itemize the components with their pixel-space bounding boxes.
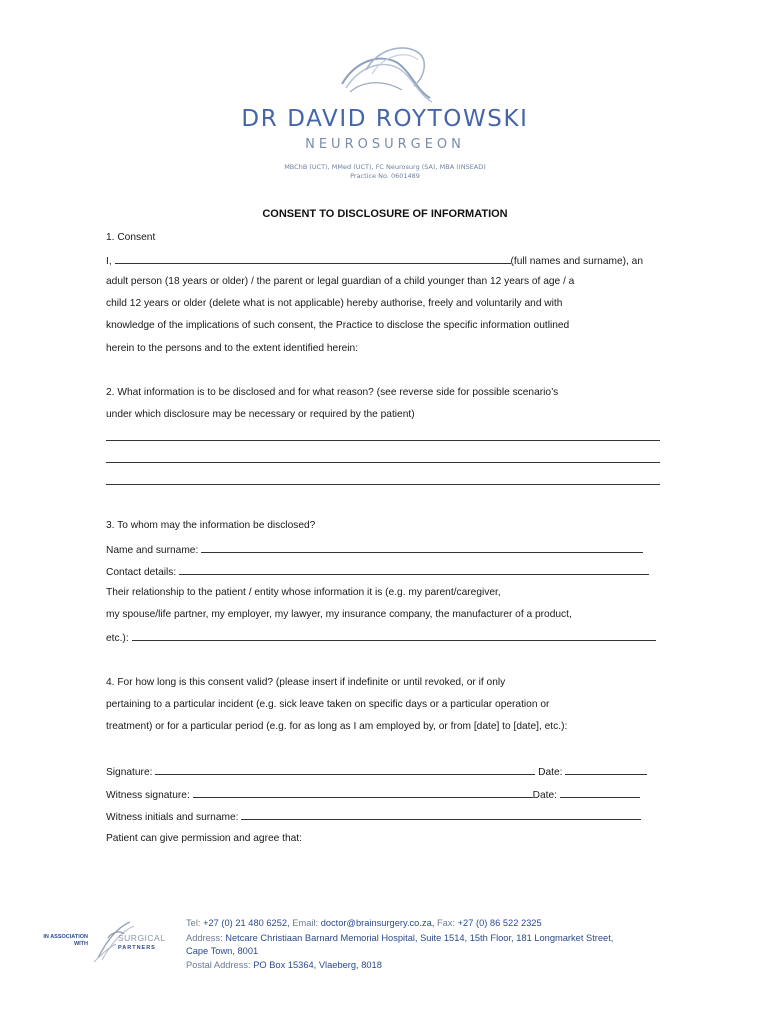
full-name-suffix: (full names and surname), an [510,256,644,267]
witness-signature-label: Witness signature: [106,790,190,801]
witness-initials-field[interactable] [241,810,641,820]
practitioner-specialty: NEUROSURGEON [305,137,465,152]
email-link[interactable]: doctor@brainsurgery.co.za, [320,918,435,928]
relationship-line-1: Their relationship to the patient / entity whose information it is (e.g. my parent/caregiver, [106,587,501,598]
footer-contact-line [186,918,542,928]
consent-text-line-3: child 12 years or older (delete what is not applicable) hereby authorise, freely and voluntarily and with [106,298,563,309]
full-name-line [106,254,666,267]
address-city: Cape Town, 8001 [186,946,259,956]
tel-value: +27 (0) 21 480 6252, [203,918,290,928]
signature-date-label: Date: [538,767,563,778]
practice-number: Practice No. 0601489 [350,172,420,180]
relationship-line-2: my spouse/life partner, my employer, my lawyer, my insurance company, the manufacturer of a product, [106,609,572,620]
address-value: Netcare Christiaan Barnard Memorial Hospital, Suite 1514, 15th Floor, 181 Longmarket Street, [225,933,614,943]
signature-date-field[interactable] [565,765,647,775]
fax-value: +27 (0) 86 522 2325 [457,918,542,928]
witness-signature-field[interactable] [193,788,533,798]
partner-name-line-2: PARTNERS [118,945,156,951]
information-field-3[interactable] [106,475,666,488]
consent-text-line-4: knowledge of the implications of such consent, the Practice to disclose the specific information outlined [106,320,570,331]
witness-date-label: Date: [532,790,558,801]
practitioner-credentials [0,163,770,181]
recipient-contact-field[interactable] [179,565,649,575]
signature-field[interactable] [155,765,535,775]
signature-label: Signature: [106,767,153,778]
footer-address-line [186,933,613,943]
section2-heading-line-2: under which disclosure may be necessary or required by the patient) [106,409,415,420]
witness-initials-line [106,810,666,823]
recipient-contact-label: Contact details: [106,567,177,578]
email-label: Email: [292,918,319,928]
practitioner-name: DR DAVID ROYTOWSKI [241,106,529,132]
information-field-2[interactable] [106,453,666,466]
association-label [36,934,88,948]
full-name-prefix: I, [106,256,112,267]
witness-signature-line [106,788,666,801]
consent-text-line-5: herein to the persons and to the extent identified herein: [106,343,359,354]
tel-label: Tel: [186,918,201,928]
section1-heading: 1. Consent [106,232,156,243]
relationship-field[interactable] [132,631,656,641]
postal-value: PO Box 15364, Vlaeberg, 8018 [253,960,382,970]
partner-name [118,933,165,953]
section4-line-3: treatment) or for a particular period (e.g. for as long as I am employed by, or from [date] to [date], etc.): [106,721,568,732]
relationship-etc-label: etc.): [106,633,129,644]
section4-line-2: pertaining to a particular incident (e.g. sick leave taken on specific days or a particular operation or [106,699,550,710]
relationship-etc-line [106,631,666,644]
section2-heading-line-1: 2. What information is to be disclosed and for what reason? (see reverse side for possible scenario’s [106,387,559,398]
recipient-name-line [106,543,666,556]
address-label: Address: [186,933,223,943]
consent-text-line-2: adult person (18 years or older) / the parent or legal guardian of a child younger than 12 years of age / a [106,276,575,287]
section3-heading: 3. To whom may the information be disclosed? [106,520,316,531]
fax-label: Fax: [436,918,456,928]
association-line-1: IN ASSOCIATION [43,934,88,940]
qualifications: MBChB (UCT), MMed (UCT), FC Neurosurg (SA), MBA (INSEAD) [284,163,486,171]
permission-text: Patient can give permission and agree that: [106,833,302,844]
footer-postal-line [186,960,382,970]
document-title: CONSENT TO DISCLOSURE OF INFORMATION [262,208,508,220]
postal-label: Postal Address: [186,960,251,970]
full-name-field[interactable] [115,254,511,264]
signature-line [106,765,666,778]
recipient-name-field[interactable] [201,543,643,553]
partner-name-line-1: SURGICAL [118,933,166,943]
witness-date-field[interactable] [560,788,640,798]
recipient-name-label: Name and surname: [106,545,199,556]
section4-line-1: 4. For how long is this consent valid? (please insert if indefinite or until revoked, or if only [106,677,506,688]
ribbon-logo-icon [336,40,436,108]
association-line-2: WITH [73,941,88,947]
footer-address-line-2 [186,946,258,956]
witness-initials-label: Witness initials and surname: [106,812,239,823]
recipient-contact-line [106,565,666,578]
information-field-1[interactable] [106,431,666,444]
